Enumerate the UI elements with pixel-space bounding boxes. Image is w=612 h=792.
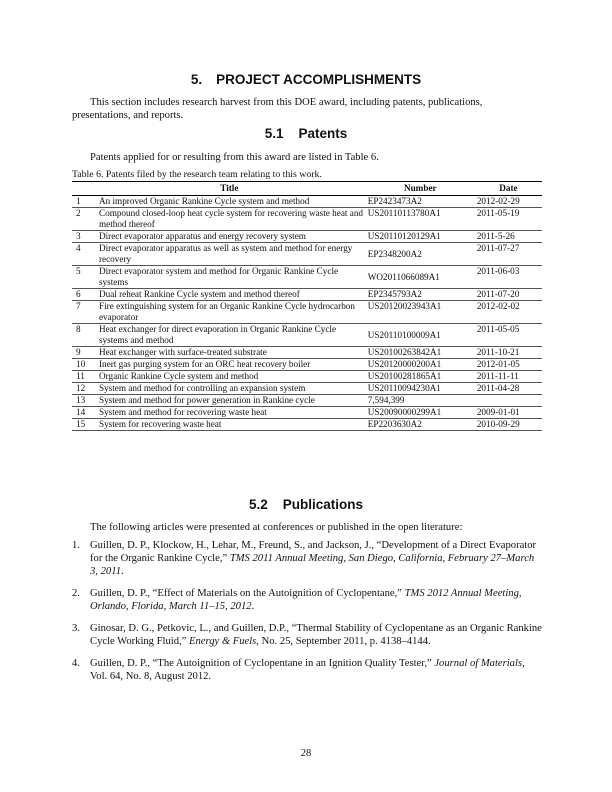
patent-title: Heat exchanger for direct evaporation in Organic Rankine Cycle systems and method [93, 324, 366, 347]
table-row [72, 395, 542, 407]
patent-number: WO2011066089A1 [366, 266, 475, 289]
publication-venue: Energy & Fuels [189, 636, 257, 647]
patent-number: EP2423473A2 [366, 196, 475, 208]
row-index: 3 [72, 231, 93, 243]
patent-title: System and method for recovering waste heat [93, 407, 366, 419]
publication-number: 2. [72, 588, 80, 599]
patent-title: Direct evaporator apparatus as well as system and method for energy recovery [93, 243, 366, 266]
patent-date: 2012-01-05 [475, 359, 542, 371]
patent-date: 2011-11-11 [475, 371, 542, 383]
patent-date: 2010-09-29 [475, 419, 542, 431]
patent-title: Direct evaporator system and method for Organic Rankine Cycle systems [93, 266, 366, 289]
publication-item [72, 622, 542, 648]
table-row [72, 359, 542, 371]
patent-title: Compound closed-loop heat cycle system for recovering waste heat and method thereof [93, 208, 366, 231]
table-row [72, 243, 542, 266]
publication-number: 1. [72, 540, 80, 551]
section-title-text: PROJECT ACCOMPLISHMENTS [216, 72, 422, 87]
table-row [72, 208, 542, 231]
table-row [72, 301, 542, 324]
row-index: 8 [72, 324, 93, 347]
publication-number: 4. [72, 658, 80, 669]
row-index: 10 [72, 359, 93, 371]
row-index: 2 [72, 208, 93, 231]
row-index: 1 [72, 196, 93, 208]
table-row [72, 419, 542, 431]
patent-title: Organic Rankine Cycle system and method [93, 371, 366, 383]
patent-title: System and method for controlling an expansion system [93, 383, 366, 395]
table-row [72, 407, 542, 419]
publication-details: , Vol. 64, No. 8, August 2012. [90, 658, 525, 682]
table-row [72, 289, 542, 301]
patent-date: 2011-5-26 [475, 231, 542, 243]
patent-date: 2011-07-20 [475, 289, 542, 301]
patent-date: 2011-05-05 [475, 324, 542, 347]
publication-citation: Guillen, D. P., “Effect of Materials on the Autoignition of Cyclopentane,” [90, 588, 405, 599]
patent-number: EP2345793A2 [366, 289, 475, 301]
section-title [0, 72, 612, 87]
patent-date: 2011-10-21 [475, 347, 542, 359]
publication-citation: Ginosar, D. G., Petkovic, L., and Guillen, D.P., “Thermal Stability of Cyclopentane as an Organic Rankine Cycle Working Fluid,” [90, 623, 542, 647]
publication-venue: Journal of Materials [434, 658, 523, 669]
row-index: 12 [72, 383, 93, 395]
publication-details: . [121, 566, 124, 577]
patent-date: 2011-07-27 [475, 243, 542, 266]
publication-venue: TMS 2011 Annual Meeting, San Diego, California, February 27–March 3, 2011 [90, 553, 535, 577]
patent-title: System and method for power generation in Rankine cycle [93, 395, 366, 407]
patent-title: Fire extinguishing system for an Organic Rankine Cycle hydrocarbon evaporator [93, 301, 366, 324]
publications-intro: The following articles were presented at conferences or published in the open literature: [90, 522, 463, 533]
patent-title: Direct evaporator apparatus and energy recovery system [93, 231, 366, 243]
table-row [72, 383, 542, 395]
publication-item [72, 587, 542, 613]
patent-date: 2011-05-19 [475, 208, 542, 231]
row-index: 9 [72, 347, 93, 359]
patent-number: US20110094230A1 [366, 383, 475, 395]
row-index: 5 [72, 266, 93, 289]
patent-number: EP2203630A2 [366, 419, 475, 431]
publication-item [72, 539, 542, 578]
patent-title: An improved Organic Rankine Cycle system and method [93, 196, 366, 208]
row-index: 15 [72, 419, 93, 431]
section-number: 5. [190, 72, 203, 87]
publication-details: , No. 25, September 2011, p. 4138–4144. [256, 636, 431, 647]
patent-number: US20120000200A1 [366, 359, 475, 371]
patent-number: US20110113780A1 [366, 208, 475, 231]
patent-title: Inert gas purging system for an ORC heat recovery boiler [93, 359, 366, 371]
patents-heading: 5.1 Patents [264, 126, 348, 141]
table-row [72, 266, 542, 289]
publication-citation: Guillen, D. P., “The Autoignition of Cyclopentane in an Ignition Quality Tester,” [90, 658, 435, 669]
patent-date: 2012-02-29 [475, 196, 542, 208]
table-row [72, 347, 542, 359]
table-row [72, 231, 542, 243]
patent-title: System for recovering waste heat [93, 419, 366, 431]
row-index: 7 [72, 301, 93, 324]
table-header-row [72, 182, 542, 196]
row-index: 4 [72, 243, 93, 266]
publication-citation: Guillen, D. P., Klockow, H., Lehar, M., Freund, S., and Jackson, J., “Development of a Direct Evaporator for the Organic Rankine Cycle,” [90, 540, 537, 564]
publication-details: . [251, 601, 255, 612]
publication-venue: TMS 2012 Annual Meeting, Orlando, Florida, March 11–15, 2012 [90, 588, 522, 612]
publications-list [72, 539, 542, 692]
row-index: 14 [72, 407, 93, 419]
table-row [72, 324, 542, 347]
patent-number: EP2348200A2 [366, 243, 475, 266]
patent-number: US20100281865A1 [366, 371, 475, 383]
patents-intro: Patents applied for or resulting from this award are listed in Table 6. [90, 152, 379, 163]
publication-number: 3. [72, 623, 80, 634]
page-number: 28 [300, 748, 312, 759]
patent-date: 2011-04-28 [475, 383, 542, 395]
patent-number: 7,594,399 [366, 395, 475, 407]
col-header-date: Date [475, 182, 542, 196]
patent-number: US20110120129A1 [366, 231, 475, 243]
patent-date: 2012-02-02 [475, 301, 542, 324]
section-intro: This section includes research harvest from this DOE award, including patents, publications, presentations, and reports. [72, 97, 483, 121]
patent-number: US20110100009A1 [366, 324, 475, 347]
row-index: 13 [72, 395, 93, 407]
col-header-title: Title [93, 182, 366, 196]
patent-date: 2009-01-01 [475, 407, 542, 419]
patent-title: Dual reheat Rankine Cycle system and method thereof [93, 289, 366, 301]
table-row [72, 371, 542, 383]
patent-number: US20090000299A1 [366, 407, 475, 419]
col-header-num [72, 182, 93, 196]
row-index: 6 [72, 289, 93, 301]
patents-table [72, 181, 542, 431]
col-header-number: Number [366, 182, 475, 196]
table-row [72, 196, 542, 208]
table-caption: Table 6. Patents filed by the research team relating to this work. [72, 169, 322, 180]
row-index: 11 [72, 371, 93, 383]
patent-number: US20120023943A1 [366, 301, 475, 324]
publication-item [72, 657, 542, 683]
patent-date [475, 395, 542, 407]
patent-date: 2011-06-03 [475, 266, 542, 289]
patent-title: Heat exchanger with surface-treated substrate [93, 347, 366, 359]
publications-heading: 5.2 Publications [248, 497, 364, 512]
patent-number: US20100263842A1 [366, 347, 475, 359]
